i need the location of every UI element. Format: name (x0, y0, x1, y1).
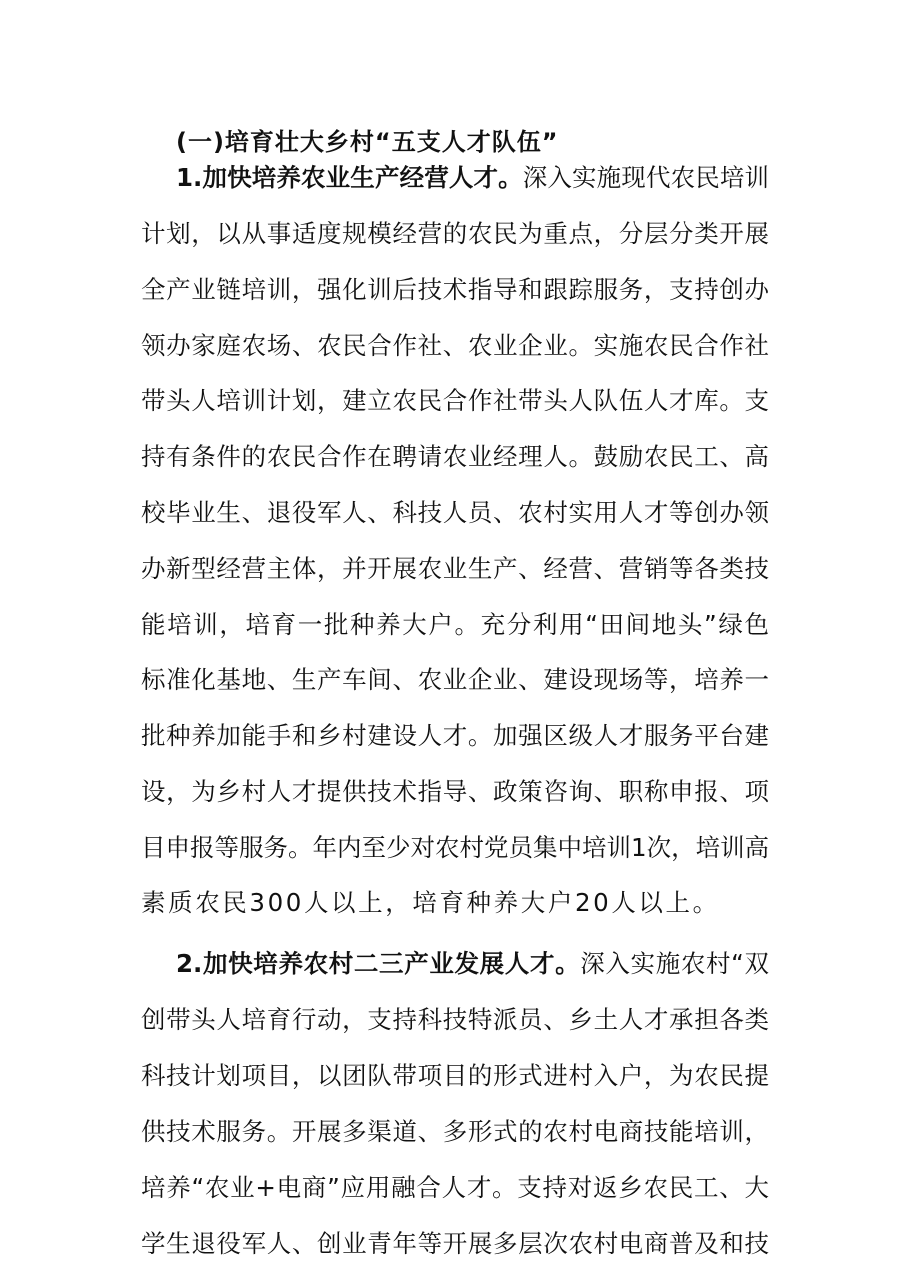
paragraph-line: 素质农民300人以上，培育种养大户20人以上。 (141, 888, 720, 917)
paragraph-line: 培养“农业+电商”应用融合人才。支持对返乡农民工、大 (141, 1173, 769, 1202)
paragraph-1-lead: 1.加快培养农业生产经营人才。 (176, 163, 523, 192)
paragraph-2-lead: 2.加快培养农村二三产业发展人才。 (176, 949, 581, 978)
paragraph-line: 持有条件的农民合作在聘请农业经理人。鼓励农民工、高 (141, 442, 769, 471)
paragraph-line: 领办家庭农场、农民合作社、农业企业。实施农民合作社 (141, 331, 769, 360)
paragraph-line: 计划，以从事适度规模经营的农民为重点，分层分类开展 (141, 219, 769, 248)
paragraph-line: 学生退役军人、创业青年等开展多层次农村电商普及和技 (141, 1229, 769, 1258)
paragraph-2-line-1 (176, 946, 769, 982)
paragraph-line: 目申报等服务。年内至少对农村党员集中培训1次，培训高 (141, 833, 770, 862)
paragraph-line: 批种养加能手和乡村建设人才。加强区级人才服务平台建 (141, 721, 769, 750)
paragraph-line: 科技计划项目，以团队带项目的形式进村入户，为农民提 (141, 1061, 769, 1090)
paragraph-2-text: 深入实施农村“双 (580, 949, 769, 978)
paragraph-line: 设，为乡村人才提供技术指导、政策咨询、职称申报、项 (141, 777, 769, 806)
paragraph-line: 全产业链培训，强化训后技术指导和跟踪服务，支持创办 (141, 275, 769, 304)
paragraph-line: 标准化基地、生产车间、农业企业、建设现场等，培养一 (141, 665, 769, 694)
paragraph-line: 能培训，培育一批种养大户。充分利用“田间地头”绿色 (141, 610, 769, 639)
paragraph-line: 办新型经营主体，并开展农业生产、经营、营销等各类技 (141, 554, 769, 583)
section-heading: (一)培育壮大乡村“五支人才队伍” (176, 128, 559, 156)
paragraph-line: 供技术服务。开展多渠道、多形式的农村电商技能培训， (141, 1117, 769, 1146)
paragraph-1-line-1 (176, 160, 769, 196)
paragraph-1-text: 深入实施现代农民培训 (522, 163, 769, 192)
paragraph-line: 校毕业生、退役军人、科技人员、农村实用人才等创办领 (141, 498, 769, 527)
paragraph-line: 创带头人培育行动，支持科技特派员、乡土人才承担各类 (141, 1005, 769, 1034)
paragraph-line: 带头人培训计划，建立农民合作社带头人队伍人才库。支 (141, 386, 769, 415)
